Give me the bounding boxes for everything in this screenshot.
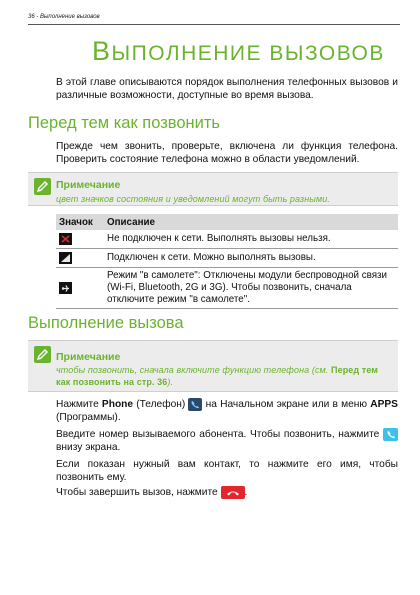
step-tap-contact: Если показан нужный вам контакт, то нажмите его имя, чтобы позвонить ему. xyxy=(56,459,398,483)
note-title: Примечание xyxy=(56,179,121,191)
step-end-call: Чтобы завершить вызов, нажмите . xyxy=(56,487,248,499)
intro-paragraph: В этой главе описываются порядок выполнения телефонных вызовов и различные возможности, доступные во время вызова. xyxy=(56,77,398,101)
status-icon-table xyxy=(56,214,398,309)
step-dial-number: Введите номер вызываемого абонента. Чтобы позвонить, нажмите внизу экрана. xyxy=(56,428,398,454)
page-title xyxy=(92,36,385,67)
pencil-note-icon xyxy=(34,346,51,363)
header-rule xyxy=(28,24,400,25)
section1-paragraph: Прежде чем звонить, проверьте, включена ли функция телефона. Проверить состояние телефона можно в области уведомлений. xyxy=(56,141,398,165)
title-lead-letter: В xyxy=(92,36,112,66)
table-row xyxy=(56,230,398,249)
row-description: Подключен к сети. Можно выполнять вызовы. xyxy=(104,249,398,268)
note-title: Примечание xyxy=(56,351,121,363)
note-box-enable-phone xyxy=(28,340,398,392)
no-network-icon xyxy=(59,233,72,245)
page-reference-link[interactable]: Перед тем как позвонить на стр. 36 xyxy=(56,365,379,387)
note-box-status-icons xyxy=(28,172,398,206)
step-open-phone: Нажмите Phone (Телефон) на Начальном экране или в меню APPS (Программы). xyxy=(56,399,398,424)
note-text: чтобы позвонить, сначала включите функцию телефона (см. Перед тем как позвонить на стр. 36). xyxy=(56,365,379,387)
row-description: Режим "в самолете": Отключены модули беспроводной связи (Wi-Fi, Bluetooth, 2G и 3G). Чтобы позвонить, сначала отключите режим "в самолете". xyxy=(104,268,398,309)
section-heading-before-call: Перед тем как позвонить xyxy=(28,114,221,132)
title-rest: ЫПОЛНЕНИЕ ВЫЗОВОВ xyxy=(111,42,385,65)
table-row xyxy=(56,249,398,268)
dial-call-icon xyxy=(383,428,398,441)
running-header: 36 - Выполнение вызовов xyxy=(28,14,100,20)
column-header-icon: Значок xyxy=(56,214,104,230)
end-call-icon xyxy=(221,486,245,499)
phone-app-icon xyxy=(188,398,202,411)
section-heading-making-call: Выполнение вызова xyxy=(28,314,184,332)
signal-bars-icon xyxy=(59,252,72,264)
column-header-description: Описание xyxy=(104,214,398,230)
pencil-note-icon xyxy=(34,178,51,195)
table-row xyxy=(56,268,398,309)
row-description: Не подключен к сети. Выполнять вызовы нельзя. xyxy=(104,230,398,249)
airplane-mode-icon xyxy=(59,282,72,294)
note-text: цвет значков состояния и уведомлений могут быть разными. xyxy=(56,194,330,204)
